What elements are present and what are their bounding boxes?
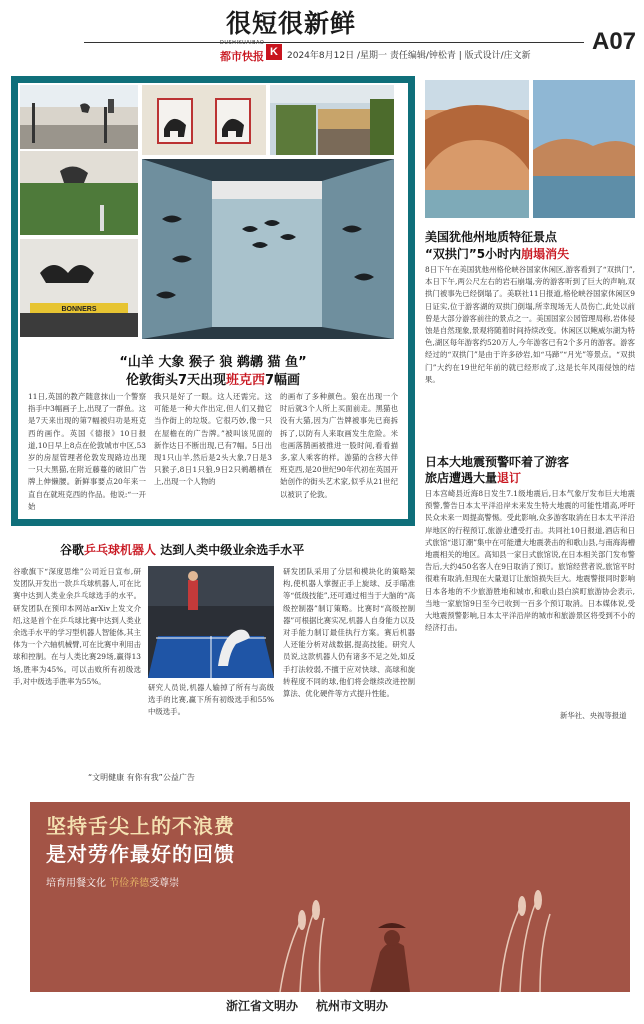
pingpong-title xyxy=(60,541,304,558)
ad-organizers xyxy=(226,997,406,1014)
photo-fish-police-box xyxy=(142,159,394,339)
masthead-rule xyxy=(84,42,584,43)
arch-title-line1: 美国犹他州地质特征景点 xyxy=(425,230,558,244)
arch-body: 8日下午在美国犹他州格伦峡谷国家休闲区,游客看到了“双拱门”,本日下午,两公尺左右的岩石崩塌,旁的游客听到了巨大的声响,双拱门被事先已经倒塌了。美联社11日报道,格伦峡谷国家休闲区9日证实,位于游客湖的双拱门倒塌,所幸现场无人员伤亡,此处以前曾是大部分游客前往的景点之一。美国国家公园管理局称,岩体侵蚀是自然现象,景观将随着时间持续改变。休闲区以鲍威尔湖为特色,湖区每年游客约520万人,今年游客已有2个多月的游客。游客经过的“双拱门”是由于许多砂岩,如“马蹄”“月光”等景点。“双拱门”大约在19世纪年前的就已经形成了,这是长年风雨侵蚀的结果。 xyxy=(425,265,635,384)
logo-name: 都市快报 xyxy=(220,50,264,63)
photo-wolf-dish xyxy=(20,151,138,235)
pingpong-title-post: 达到人类中级业余选手水平 xyxy=(156,543,305,557)
ad-header xyxy=(30,762,630,802)
banksy-body-col1: 11日,英国的教产随意抹山一个警察指手中3幅画子上,出现了一群鱼。这是7天来出现的第7幅被归功是班克西的画作。英国《德报》10日报道,10日早上8点在伦敦城市中区,53岁的房屋管理者伦敦发现路边出现一只大黑猫,在附近藤蔓的破旧广告牌上伸懒腰。新鲜事要点20年来一直自在就班克西的作品。他说:“一开始 xyxy=(28,392,146,511)
photo-arch-right xyxy=(533,80,635,218)
logo-mark: K xyxy=(266,44,282,60)
banksy-body-col3: 的画布了多种颜色。狼在出现一个时后就3个人所上买面前走。黑猫也没有大猫,因为广告牌被事先已商拆拆了,以防有人来取画发生危险。米也画落鹊画被推进一股时间,看看描多,家人乘客的样。游猫的含移大伴班克西,是20世纪90年代初在英国开始创作的街头艺术家,似乎从21世纪以被识了伦敦。 xyxy=(280,392,398,499)
arch-title-pre: “双拱门”5小时内 xyxy=(425,247,522,261)
quake-title-red: 退订 xyxy=(497,471,522,485)
news-byline: 新华社、央视等报道 xyxy=(560,711,627,720)
photo-arch-left xyxy=(425,80,529,218)
pingpong-title-red: 乒乓球机器人 xyxy=(84,543,157,557)
banksy-body-col2: 我只是好了一眼。这人还需完。这可能是一种大作出定,但人们又抛它当作街上的垃圾。它很巧妙,像一只在屋檐在的广告牌。”被叫该见面的新作达日不断出现,已有7幅。5日出现1只山羊,然后是2头大象,7日是3只猴子,8日1只狼,9日2只鹈鹕栖在上,出现一个人物的 xyxy=(154,392,272,487)
ad-headline-1: 坚持舌尖上的不浪费 xyxy=(46,814,235,838)
arch-title-line2 xyxy=(425,245,569,262)
quake-title-pre: 旅店遭遇大量 xyxy=(425,471,498,485)
photo-pingpong-robot xyxy=(148,566,274,678)
page-number: A07 xyxy=(592,28,637,55)
ad-label: “文明健康 有你有我”公益广告 xyxy=(88,773,195,782)
arch-title-red: 崩塌消失 xyxy=(521,247,570,261)
banksy-headline-post: 7幅画 xyxy=(265,373,301,388)
photo-monkeys-bridge xyxy=(270,85,394,155)
ad-subline xyxy=(46,874,179,889)
photo-goat-wall xyxy=(20,85,138,149)
banksy-headline-pre: 伦敦街头7天出现 xyxy=(125,373,226,388)
quake-body: 日本宫崎县近海8日发生7.1级地震后,日本气象厅发布巨大地震预警,警告日本太平洋沿岸未来发生特大地震的可能性增高,呼吁民众未来一周提高警惕。受此影响,众多游客取消在日本太平洋沿岸地区的行程预订,旅游业遭受打击。共同社10日报道,酒店和日式旅馆“退订潮”集中在可能遭大地震袭击的和歌山县,与南海海槽地震相关的地区。高知县一家日式旅馆说,在日本相关部门发布警告后,大约450名客人在9日取消了预订。旅馆经营者说,旅馆平时很难有取消,但现在大量退订让旅馆损失巨大。地震警报同时影响日本各地的不少旅游胜地和城市,和歌山县白滨町旅游协会表示,当地一家旅馆9日至今已收到一百多个预订取消。日本媒体说,受大地震预警影响,日本太平洋沿岸的城市和旅游景区将受到不小的经济打击。 xyxy=(425,489,635,633)
pingpong-title-pre: 谷歌 xyxy=(60,543,85,557)
svg-text:BONNERS: BONNERS xyxy=(61,306,97,313)
logo-pinyin: DUSHIKUAIBAO xyxy=(220,40,265,46)
ad-sub-pre: 培育用餐文化 xyxy=(46,878,110,889)
banksy-headline-line2 xyxy=(26,369,400,388)
ad-footer xyxy=(30,992,630,1017)
pingpong-body-col2: 研究人员说,机器人输掉了所有与高级选手的比赛,赢下所有初级选手和55%中级选手。 xyxy=(148,683,274,717)
quake-title-line1: 日本大地震预警吓着了游客 xyxy=(425,455,570,469)
section-title: 很短很新鲜 xyxy=(226,9,357,38)
issue-meta: 2024年8月12日 /星期一 责任编辑/钟松青 | 版式设计/庄文新 xyxy=(287,51,531,61)
ad-sub-post: 受尊崇 xyxy=(149,878,180,889)
photo-elephants-windows xyxy=(142,85,266,155)
ad-headline-2: 是对劳作最好的回馈 xyxy=(46,842,235,866)
ad-farmer-illustration xyxy=(260,882,630,992)
pingpong-body-col3: 研发团队采用了分层和模块化的策略架构,使机器人掌握正手上旋球、反手瞄准等“低级技能”,还可通过相当于大脑的“高级控制器”制订策略。比赛时“高级控制器”可根据比赛实况,机器人自身能力以及对手能力制订最佳执行方案。赛后机器人还能分析对战数据,提高技能。研究人员说,这款机器人仍有诸多不足之处,如反手打法较弱,不擅于应对快球、高球和旋转程度不同的球,他们将会继续改进控制算法、优化硬件等方式提升性能。 xyxy=(283,567,415,699)
banksy-headline-line1: “山羊 大象 猴子 狼 鹈鹕 猫 鱼” xyxy=(119,355,307,370)
photo-pelicans-shop xyxy=(20,239,138,337)
ad-org-2: 杭州市文明办 xyxy=(316,999,389,1013)
public-service-ad xyxy=(30,762,630,1017)
masthead xyxy=(0,0,644,70)
banksy-headline-red: 班克西 xyxy=(225,373,265,388)
pingpong-body-col1: 谷歌旗下“深度思维”公司近日宣布,研发团队开发出一款乒乓球机器人,可在比赛中达到人类业余乒乓球选手的水平。研发团队在预印本网站arXiv上发文介绍,这是首个在乒乓球比赛中达到人类业余选手水平的学习型机器人智能体,其主体为一个六轴机械臂,可在比赛中利用击球和控制。在与人类比赛29场,赢得13场,胜率为45%。可以击败所有初级选手,对中级选手胜率为55%。 xyxy=(13,567,141,686)
newspaper-logo xyxy=(220,40,284,62)
ad-org-1: 浙江省文明办 xyxy=(226,999,299,1013)
quake-title-line2 xyxy=(425,469,521,486)
banksy-story xyxy=(11,76,415,526)
ad-sub-gold: 节俭养德 xyxy=(109,878,150,889)
